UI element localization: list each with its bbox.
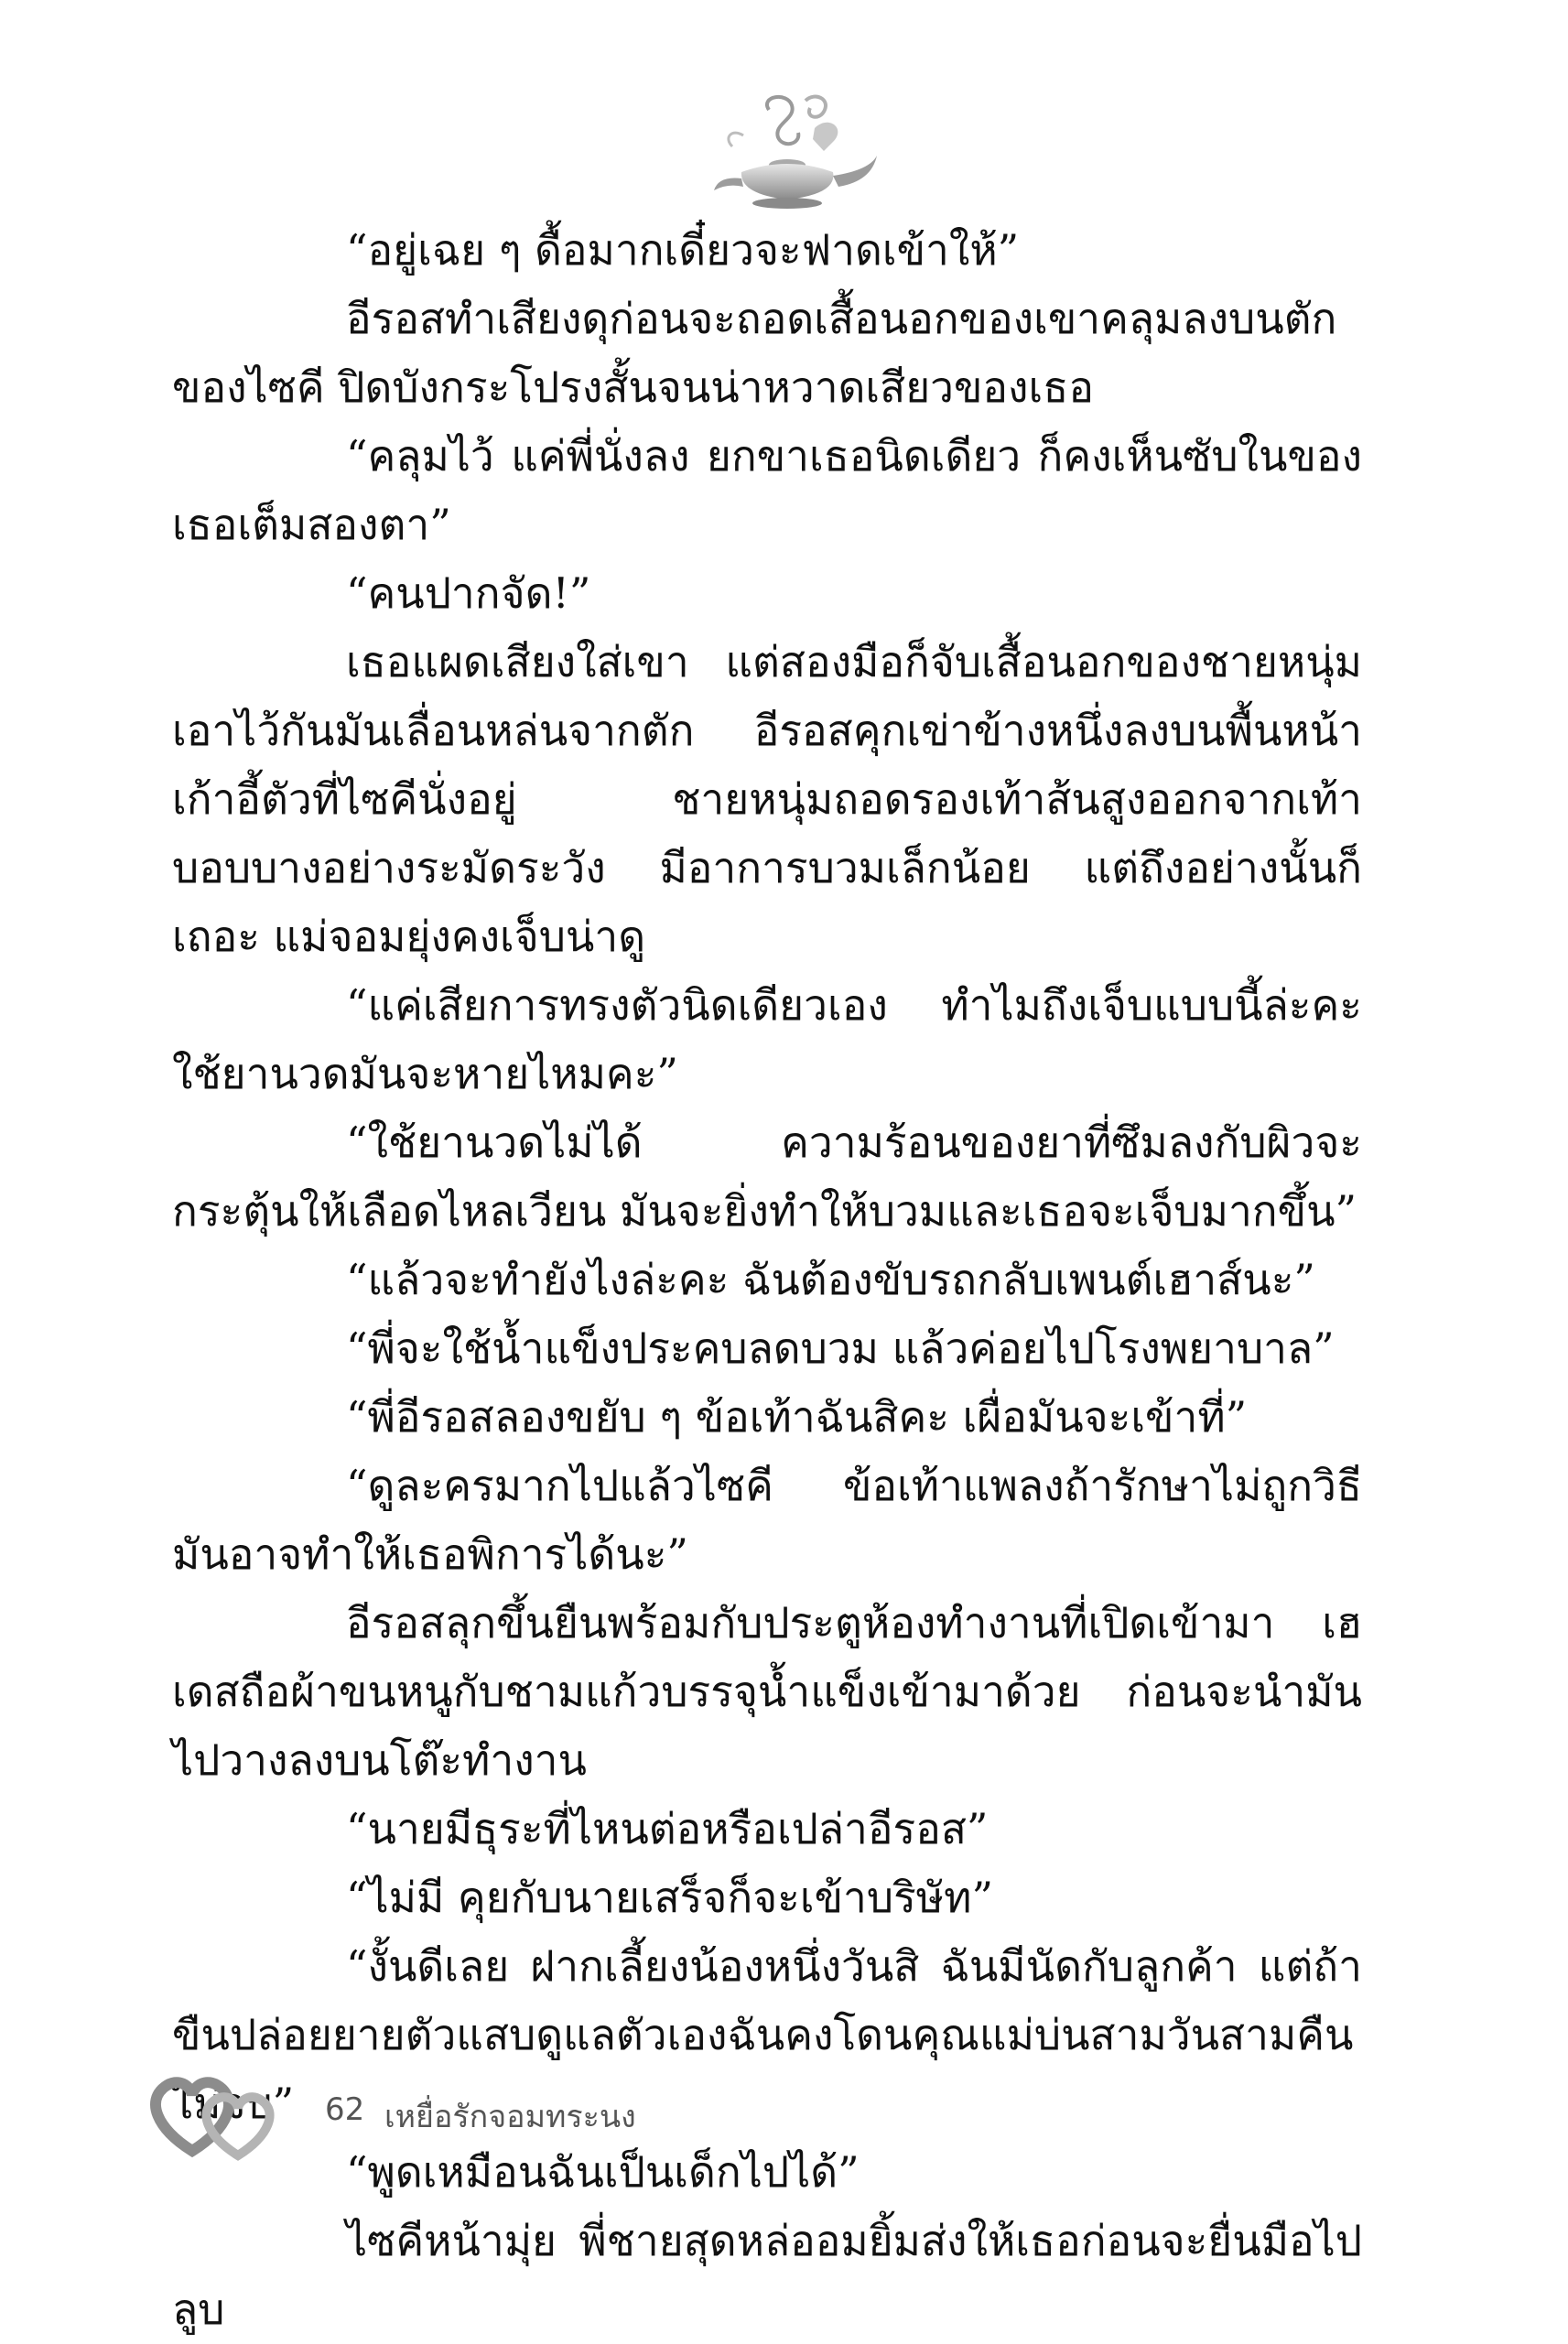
page-footer — [146, 2064, 879, 2174]
paragraph: “แล้วจะทำยังไงล่ะคะ ฉันต้องขับรถกลับเพนต์เฮาส์นะ” — [346, 1255, 1315, 1304]
paragraph: “ใช้ยานวดไม่ได้ ความร้อนของยาที่ซึมลงกับผิวจะกระตุ้นให้เลือดไหลเวียน มันจะยิ่งทำให้บวมและเธอจะเจ็บมากขึ้น” — [172, 1118, 1362, 1236]
teapot-lamp-with-swirl-icon — [677, 92, 888, 220]
paragraph: “ไม่มี คุยกับนายเสร็จก็จะเข้าบริษัท” — [346, 1873, 993, 1922]
paragraph: “อยู่เฉย ๆ ดื้อมากเดี๋ยวจะฟาดเข้าให้” — [346, 225, 1020, 275]
paragraph: เธอแผดเสียงใส่เขา แต่สองมือก็จับเสื้อนอกของชายหนุ่มเอาไว้กันมันเลื่อนหล่นจากตัก อีรอสคุกเข่าข้างหนึ่งลงบนพื้นหน้าเก้าอี้ตัวที่ไซคีนั่งอยู่ ชายหนุ่มถอดรองเท้าส้นสูงออกจากเท้าบอบบางอย่างระมัดระวัง มีอาการบวมเล็กน้อย แต่ถึงอย่างนั้นก็เถอะ แม่จอมยุ่งคงเจ็บน่าดู — [172, 637, 1362, 961]
book-title: เหยื่อรักจอมทระนง — [384, 2099, 636, 2135]
paragraph: “งั้นดีเลย ฝากเลี้ยงน้องหนึ่งวันสิ ฉันมีนัดกับลูกค้า แต่ถ้าขืนปล่อยยายตัวแสบดูแลตัวเองฉันคงโดนคุณแม่บ่นสามวันสามคืนไม่จบ” — [172, 1941, 1362, 2128]
paragraph: ไซคีหน้ามุ่ย พี่ชายสุดหล่ออมยิ้มส่งให้เธอก่อนจะยื่นมือไปลูบ — [172, 2216, 1362, 2334]
paragraph: “พูดเหมือนฉันเป็นเด็กไปได้” — [346, 2147, 860, 2197]
paragraph: อีรอสทำเสียงดุก่อนจะถอดเสื้อนอกของเขาคลุมลงบนตักของไซคี ปิดบังกระโปรงสั้นจนน่าหวาดเสียวของเธอ — [172, 294, 1337, 412]
paragraph: “ดูละครมากไปแล้วไซคี ข้อเท้าแพลงถ้ารักษาไม่ถูกวิธีมันอาจทำให้เธอพิการได้นะ” — [172, 1461, 1362, 1579]
paragraph: “คนปากจัด!” — [346, 568, 591, 618]
header-ornament — [677, 92, 888, 220]
paragraph: “นายมีธุระที่ไหนต่อหรือเปล่าอีรอส” — [346, 1804, 989, 1853]
paragraph: “พี่จะใช้น้ำแข็งประคบลดบวม แล้วค่อยไปโรงพยาบาล” — [346, 1323, 1335, 1373]
double-hearts-icon — [146, 2064, 284, 2165]
paragraph: “พี่อีรอสลองขยับ ๆ ข้อเท้าฉันสิคะ เผื่อมันจะเข้าที่” — [346, 1392, 1248, 1442]
page-number: 62 — [325, 2091, 365, 2128]
paragraph: อีรอสลุกขึ้นยืนพร้อมกับประตูห้องทำงานที่เปิดเข้ามา เฮเดสถือผ้าขนหนูกับชามแก้วบรรจุน้ำแข็งเข้ามาด้วย ก่อนจะนำมันไปวางลงบนโต๊ะทำงาน — [172, 1598, 1362, 1785]
paragraph: “คลุมไว้ แค่พี่นั่งลง ยกขาเธอนิดเดียว ก็คงเห็นซับในของเธอเต็มสองตา” — [172, 431, 1362, 549]
body-text — [172, 216, 1362, 2344]
paragraph: “แค่เสียการทรงตัวนิดเดียวเอง ทำไมถึงเจ็บแบบนี้ล่ะคะ ใช้ยานวดมันจะหายไหมคะ” — [172, 980, 1362, 1098]
